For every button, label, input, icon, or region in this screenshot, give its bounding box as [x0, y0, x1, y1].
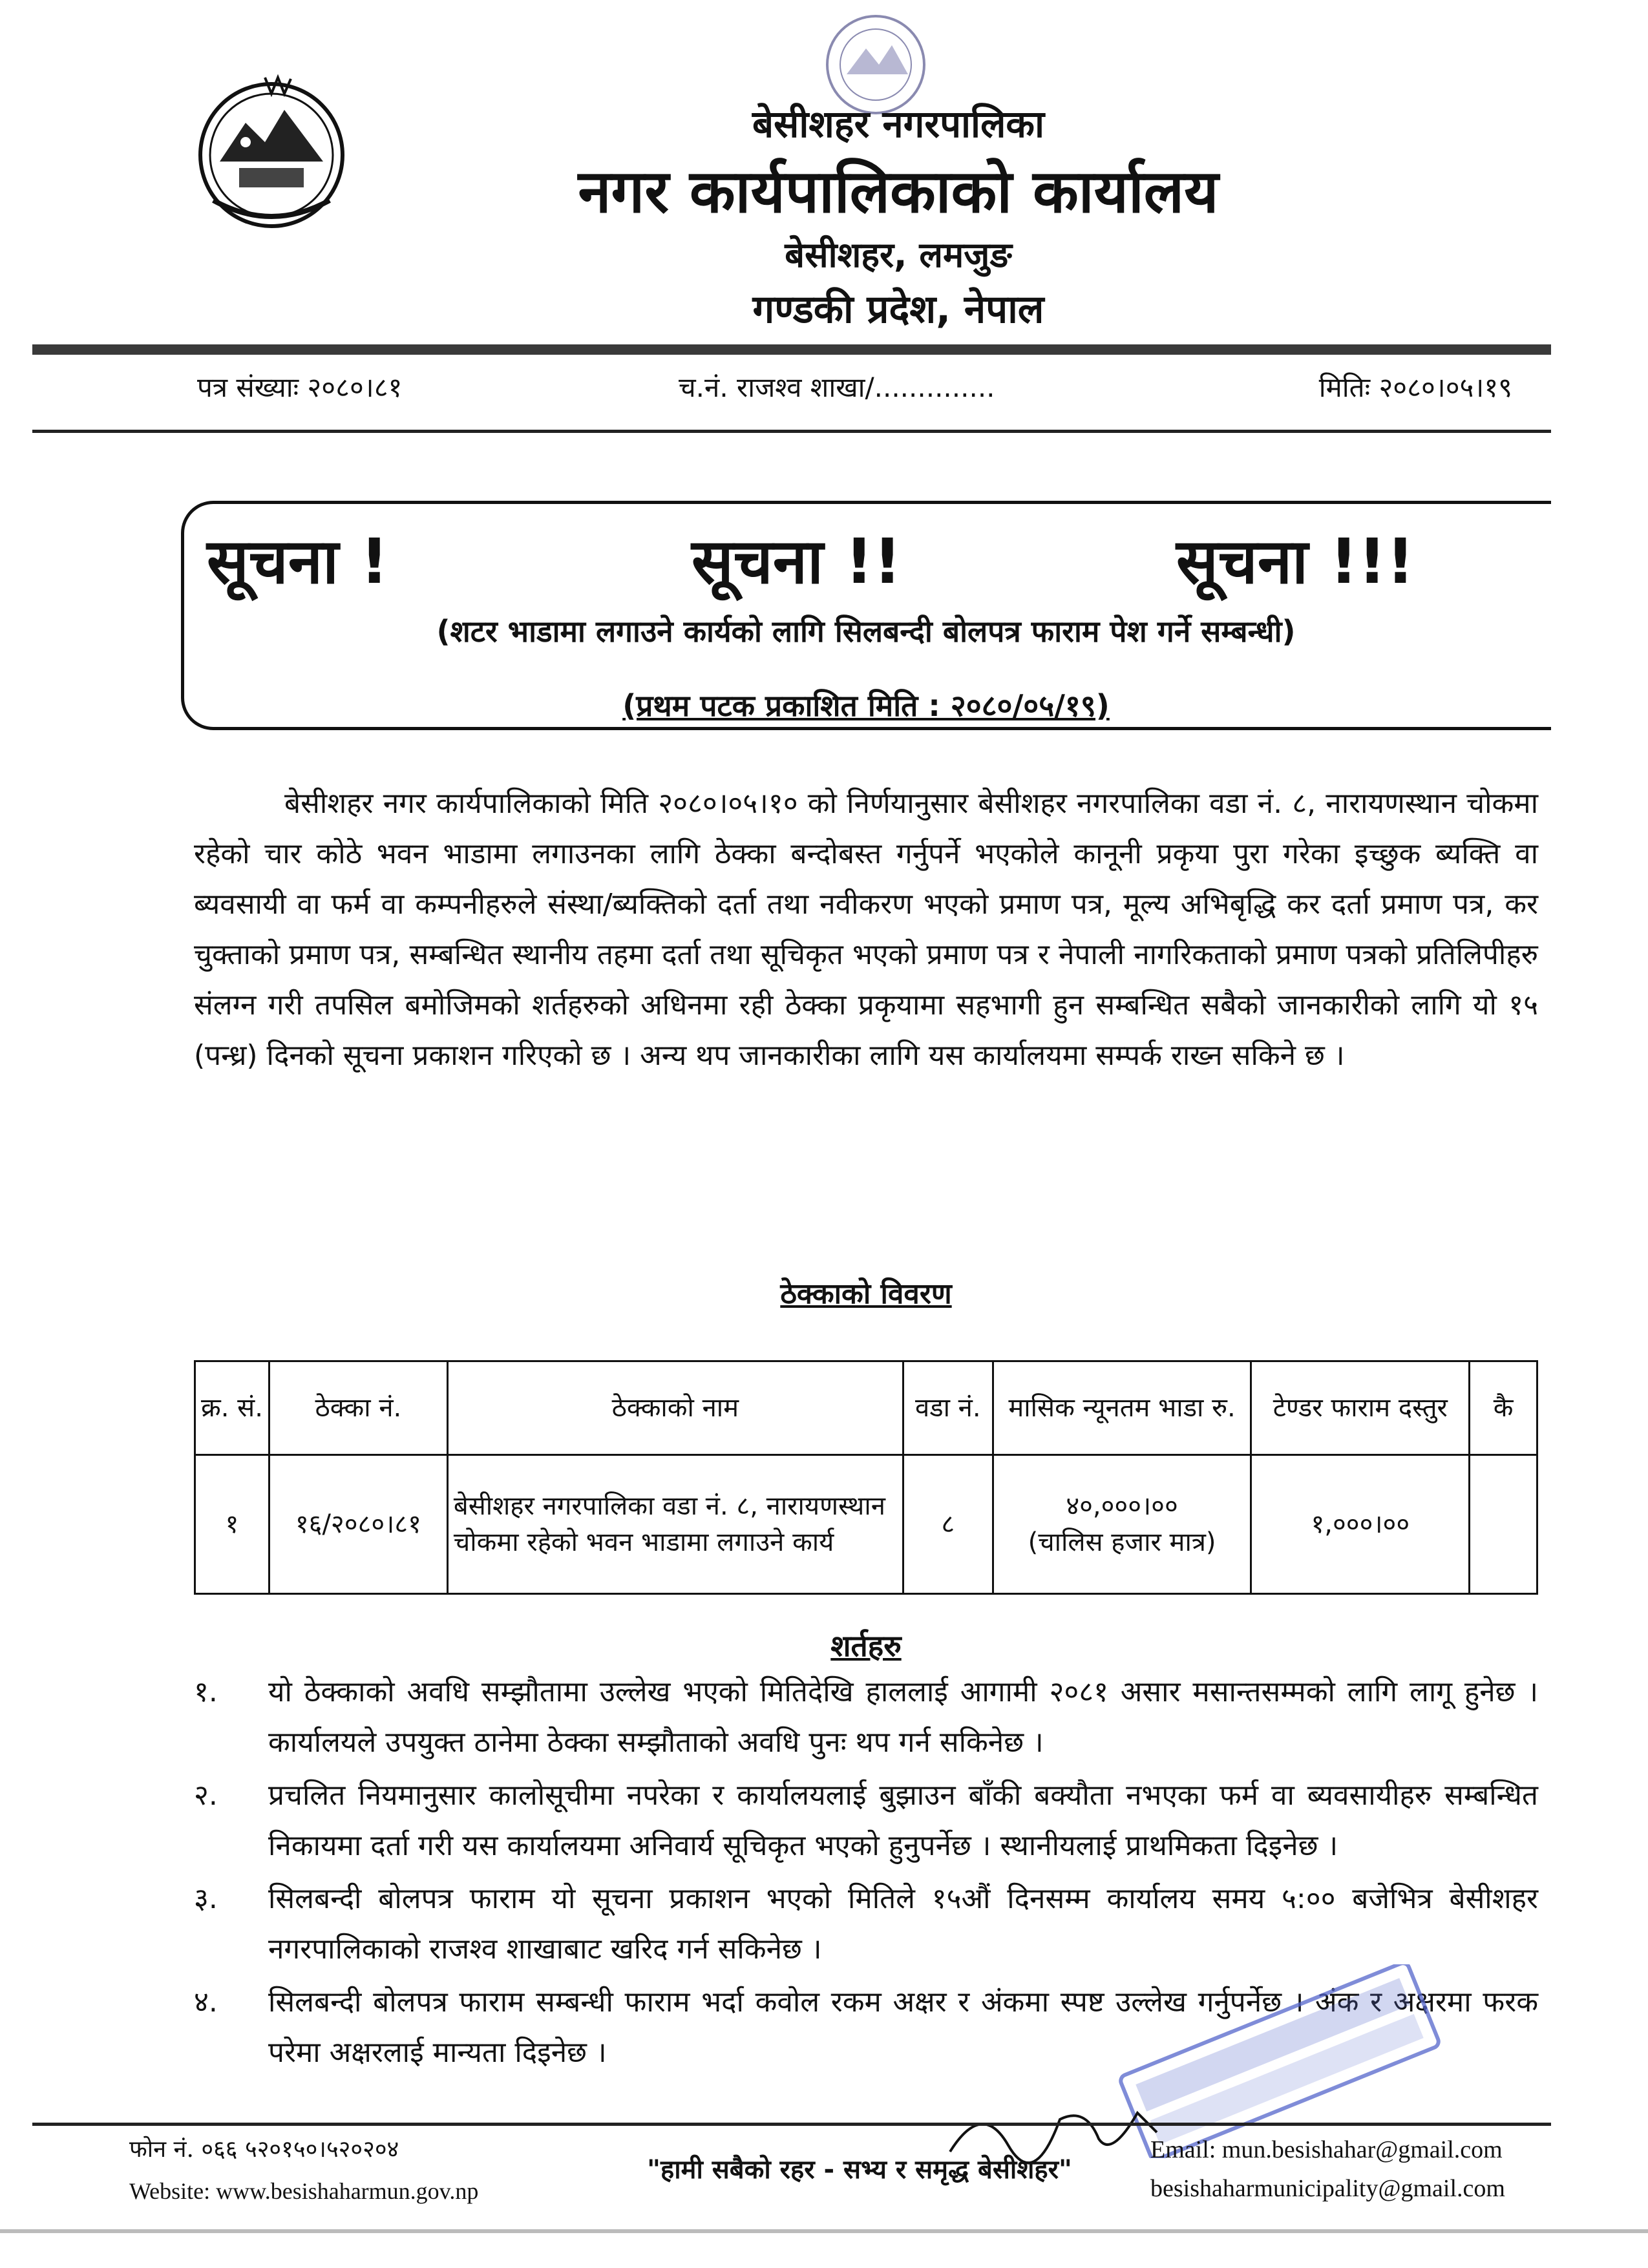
notice-body: बेसीशहर नगर कार्यपालिकाको मिति २०८०।०५।१० को निर्णयानुसार बेसीशहर नगरपालिका वडा नं. ८, नारायणस्थान चोकमा रहेको चार कोठे भवन भाडामा लगाउनका लागि ठेक्का बन्दोबस्त गर्नुपर्ने भएकोले कानूनी प्रकृया पुरा गरेका इच्छुक ब्यक्ति वा ब्यवसायी वा फर्म वा कम्पनीहरुले संस्था/ब्यक्तिको दर्ता तथा नवीकरण भएको प्रमाण पत्र, मूल्य अभिबृद्धि कर दर्ता प्रमाण पत्र, कर चुक्ताको प्रमाण पत्र, सम्बन्धित स्थानीय तहमा दर्ता तथा सूचिकृत भएको प्रमाण पत्र र नेपाली नागरिकताको प्रमाण पत्रको प्रतिलिपीहरु संलग्न गरी तपसिल बमोजिमको शर्तहरुको अधिनमा रही ठेक्का प्रकृयामा सहभागी हुन सम्बन्धित सबैको जानकारीको लागि यो १५ (पन्ध्र) दिनको सूचना प्रकाशन गरिएको छ । अन्य थप जानकारीका लागि यस कार्यालयमा सम्पर्क राख्न सकिने छ ।: [194, 787, 1538, 1072]
term-number: ३.: [194, 1882, 218, 1915]
term-item: [194, 1667, 1538, 1768]
footer-website[interactable]: Website: www.besishaharmun.gov.np: [129, 2178, 479, 2204]
notice-heading-1: सूचना !: [207, 525, 389, 598]
term-text: प्रचलित नियमानुसार कालोसूचीमा नपरेका र कार्यालयलाई बुझाउन बाँकी बक्यौता नभएका फर्म वा ब्यवसायीहरु सम्बन्धित निकायमा दर्ता गरी यस कार्यालयमा अनिवार्य सूचिकृत भएको हुनुपर्नेछ । स्थानीयलाई प्राथमिकता दिइनेछ ।: [268, 1779, 1538, 1862]
cell-contract-name: बेसीशहर नगरपालिका वडा नं. ८, नारायणस्थान चोकमा रहेको भवन भाडामा लगाउने कार्य: [447, 1455, 903, 1594]
rent-in-words: (चालिस हजार मात्र): [1028, 1528, 1216, 1557]
reference-row: [58, 368, 1538, 414]
term-item: [194, 1770, 1538, 1871]
header-contract-no: ठेक्का नं.: [269, 1361, 447, 1455]
header-sn: क्र. सं.: [195, 1361, 269, 1455]
notice-heading-3: सूचना !!!: [1176, 525, 1415, 598]
table-row: [195, 1455, 1537, 1594]
municipality-name: बेसीशहर नगरपालिका: [752, 102, 1044, 146]
dispatch-number: च.नं. राजश्व शाखा/..............: [679, 372, 995, 403]
header-ward: वडा नं.: [903, 1361, 993, 1455]
table-header-row: [195, 1361, 1537, 1455]
header-divider: [32, 344, 1551, 355]
published-date: (प्रथम पटक प्रकाशित मिति : २०८०/०५/१९): [622, 688, 1110, 723]
nepal-emblem-icon: [194, 71, 349, 233]
office-name: नगर कार्यपालिकाको कार्यालय: [578, 157, 1219, 226]
term-number: २.: [194, 1779, 218, 1812]
term-text: यो ठेक्काको अवधि सम्झौतामा उल्लेख भएको मितिदेखि हाललाई आगामी २०८१ असार मसान्तसम्मको लागि लागू हुनेछ । कार्यालयले उपयुक्त ठानेमा ठेक्का सम्झौताको अवधि पुनः थप गर्न सकिनेछ ।: [268, 1675, 1538, 1759]
letter-number: पत्र संख्याः २०८०।८१: [197, 372, 403, 403]
notice-subject: (शटर भाडामा लगाउने कार्यको लागि सिलबन्दी बोलपत्र फाराम पेश गर्ने सम्बन्धी): [436, 614, 1296, 649]
cell-tender-fee: १,०००।००: [1251, 1455, 1470, 1594]
term-number: ४.: [194, 1986, 218, 2019]
terms-title: शर्तहरु: [830, 1628, 902, 1663]
term-text: सिलबन्दी बोलपत्र फाराम सम्बन्धी फाराम भर्दा कवोल रकम अक्षर र अंकमा स्पष्ट उल्लेख गर्नुपर्नेछ । अंक र अक्षरमा फरक परेमा अक्षरलाई मान्यता दिइनेछ ।: [268, 1986, 1538, 2069]
term-text: सिलबन्दी बोलपत्र फाराम यो सूचना प्रकाशन भएको मितिले १५औं दिनसम्म कार्यालय समय ५:०० बजेभित्र बेसीशहर नगरपालिकाको राजश्व शाखाबाट खरिद गर्न सकिनेछ ।: [268, 1882, 1538, 1966]
header-tender-fee: टेण्डर फाराम दस्तुर: [1251, 1361, 1470, 1455]
footer-slogan: "हामी सबैको रहर - सभ्य र समृद्ध बेसीशहर": [647, 2155, 1072, 2185]
cell-contract-no: १६/२०८०।८१: [269, 1455, 447, 1594]
footer-email-primary[interactable]: Email: mun.besishahar@gmail.com: [1150, 2136, 1503, 2163]
reference-divider: [32, 430, 1551, 433]
page-bottom-edge: [0, 2229, 1648, 2233]
footer-phone: फोन नं. ०६६ ५२०१५०।५२०२०४: [129, 2136, 399, 2163]
cell-sn: १: [195, 1455, 269, 1594]
footer-email-secondary[interactable]: besishaharmunicipality@gmail.com: [1150, 2175, 1505, 2202]
letter-date: मितिः २०८०।०५।१९: [1318, 372, 1512, 403]
cell-ward: ८: [903, 1455, 993, 1594]
province-country: गण्डकी प्रदेश, नेपाल: [752, 287, 1044, 332]
header-monthly-rent: मासिक न्यूनतम भाडा रु.: [993, 1361, 1251, 1455]
contract-table: [194, 1360, 1538, 1595]
rent-amount: ४०,०००।००: [1066, 1491, 1178, 1521]
header-contract-name: ठेक्काको नाम: [447, 1361, 903, 1455]
office-location: बेसीशहर, लमजुङ: [785, 235, 1012, 275]
cell-remarks: [1470, 1455, 1537, 1594]
notice-heading-2: सूचना !!: [692, 525, 902, 598]
table-title: ठेक्काको विवरण: [780, 1277, 952, 1310]
term-number: १.: [194, 1675, 218, 1708]
cell-monthly-rent: [993, 1455, 1251, 1594]
footer-divider: [32, 2123, 1551, 2126]
header-remarks: कै: [1470, 1361, 1537, 1455]
term-item: [194, 1874, 1538, 1975]
